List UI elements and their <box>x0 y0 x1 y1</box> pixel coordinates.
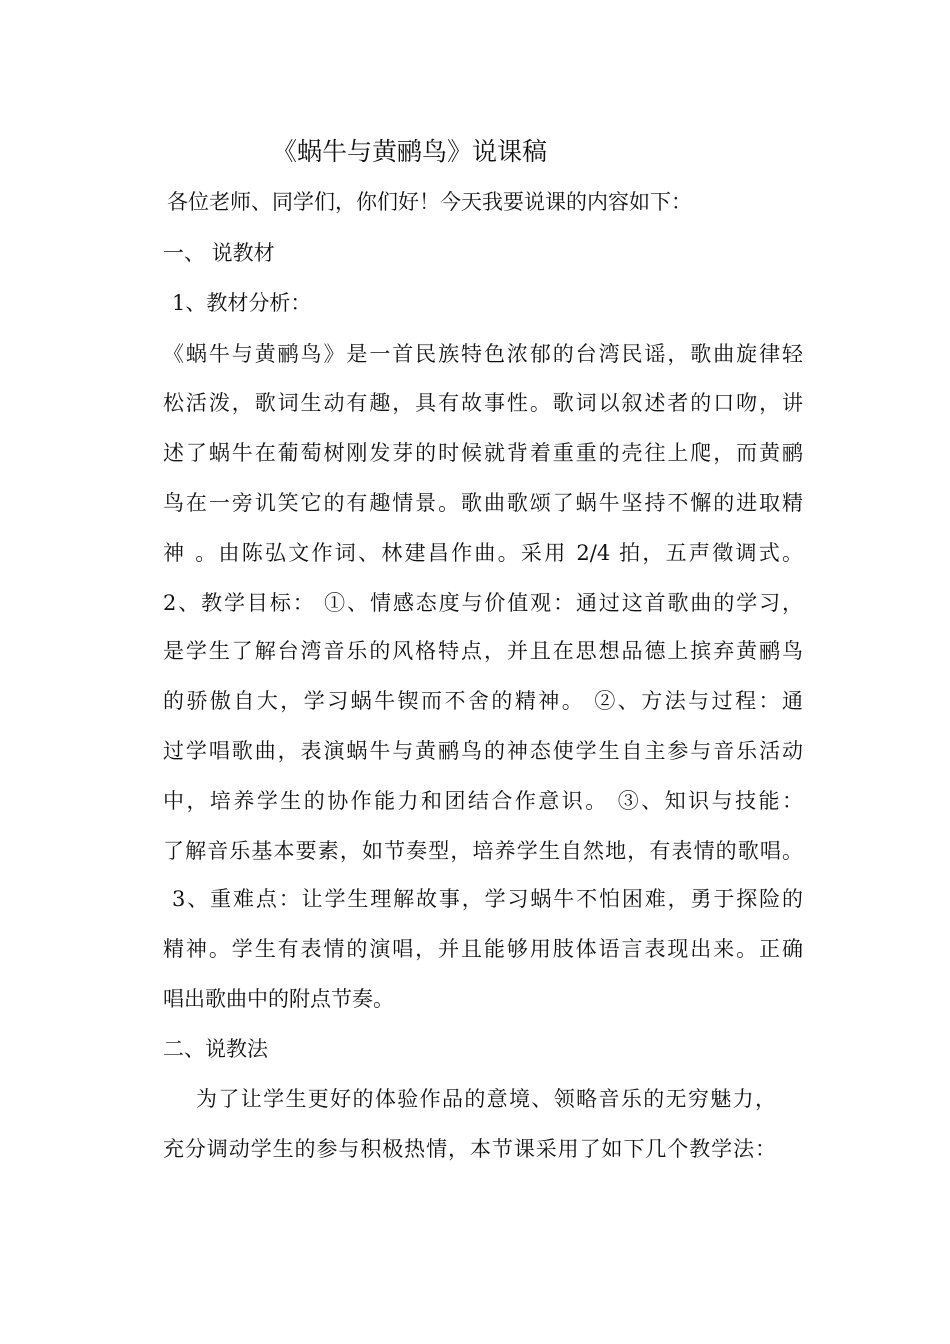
difficulty-line: 唱出歌曲中的附点节奏。 <box>163 987 394 1011</box>
analysis-line: 鸟在一旁讥笑它的有趣情景。歌曲歌颂了蜗牛坚持不懈的进取精 <box>163 491 803 515</box>
difficulty-line: 3、重难点：让学生理解故事，学习蜗牛不怕困难，勇于探险的 <box>172 887 803 911</box>
goals-line: 中，培养学生的协作能力和团结合作意识。 ③、知识与技能： <box>163 789 803 813</box>
subheading-analysis: 1、教材分析： <box>172 291 312 315</box>
method-line: 为了让学生更好的体验作品的意境、领略音乐的无穷魅力， <box>196 1087 776 1111</box>
goals-line: 了解音乐基本要素，如节奏型，培养学生自然地，有表情的歌唱。 <box>163 839 803 863</box>
difficulty-line: 精神。学生有表情的演唱，并且能够用肢体语言表现出来。正确 <box>163 937 803 961</box>
analysis-line: 《蜗牛与黄鹂鸟》是一首民族特色浓郁的台湾民谣，歌曲旋律轻 <box>163 342 803 366</box>
analysis-line: 松活泼，歌词生动有趣，具有故事性。歌词以叙述者的口吻，讲 <box>163 391 803 415</box>
analysis-line: 神 。由陈弘文作词、林建昌作曲。采用 2/4 拍，五声徵调式。 <box>163 541 803 565</box>
method-line: 充分调动学生的参与积极热情，本节课采用了如下几个教学法： <box>163 1137 776 1161</box>
section-heading-textbook: 一、 说教材 <box>163 241 275 265</box>
greeting-line: 各位老师、同学们，你们好！今天我要说课的内容如下： <box>167 190 692 214</box>
document-title: 《蜗牛与黄鹂鸟》说课稿 <box>272 137 548 166</box>
goals-line: 过学唱歌曲，表演蜗牛与黄鹂鸟的神态使学生自主参与音乐活动 <box>163 739 803 763</box>
goals-line: 的骄傲自大，学习蜗牛锲而不舍的精神。 ②、方法与过程：通 <box>163 689 803 713</box>
section-heading-method: 二、说教法 <box>163 1037 268 1061</box>
goals-line: 是学生了解台湾音乐的风格特点，并且在思想品德上摈弃黄鹂鸟 <box>163 639 803 663</box>
analysis-line: 述了蜗牛在葡萄树刚发芽的时候就背着重重的壳往上爬，而黄鹂 <box>163 441 803 465</box>
goals-line: 2、教学目标： ①、情感态度与价值观：通过这首歌曲的学习， <box>163 591 803 615</box>
